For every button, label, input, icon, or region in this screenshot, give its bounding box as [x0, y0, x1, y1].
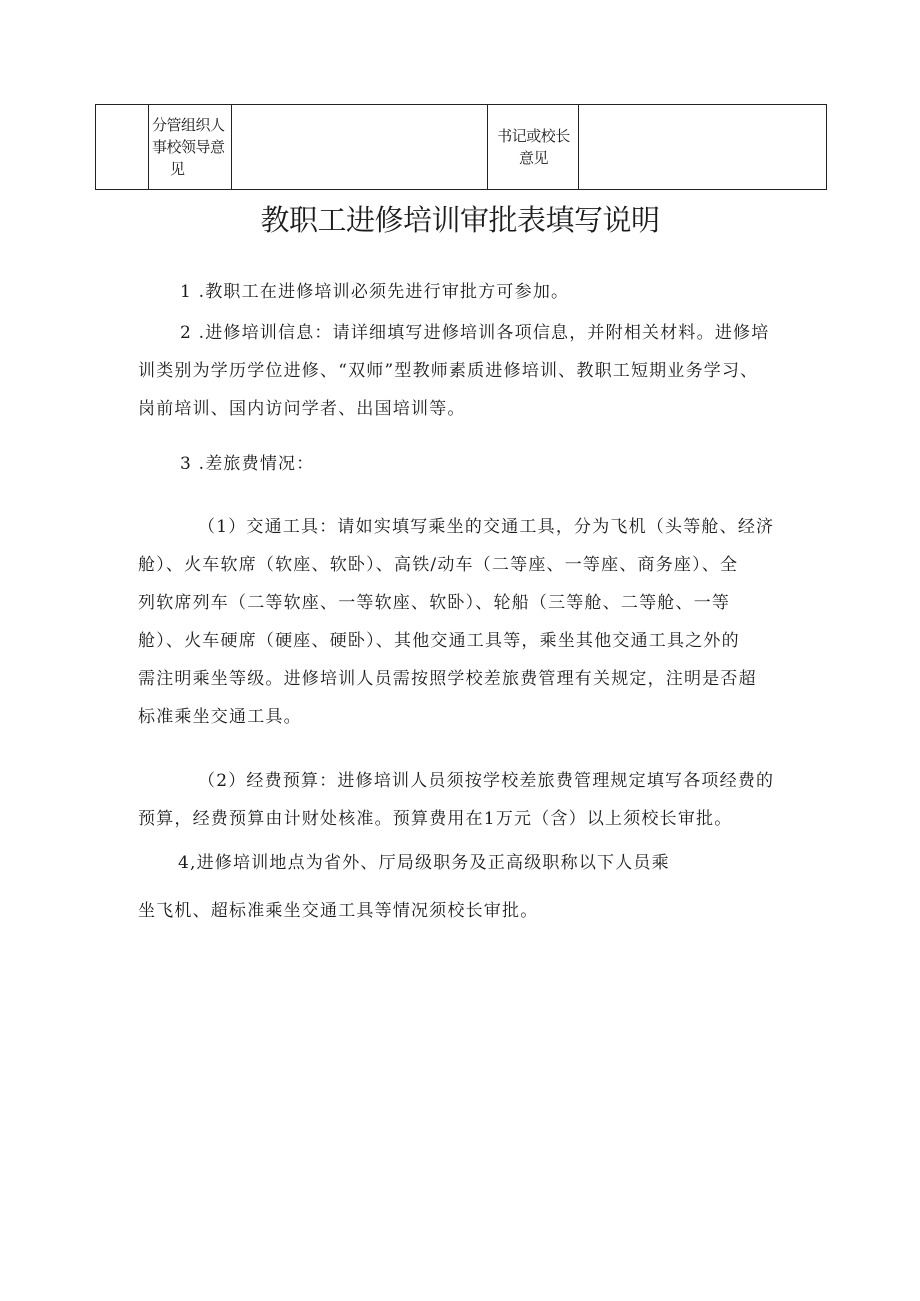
instruction-line: 列软席列车（二等软座、一等软座、软卧）、轮船（三等舱、二等舱、一等 [138, 593, 731, 613]
instruction-line: （2）经费预算：进修培训人员须按学校差旅费管理规定填写各项经费的 [198, 771, 775, 791]
principal-opinion-field[interactable] [579, 105, 827, 190]
principal-opinion-label-line: 意见 [518, 149, 548, 167]
instruction-line: 标准乘坐交通工具。 [138, 707, 302, 727]
instruction-item-2 [138, 314, 769, 428]
instruction-line: 4,进修培训地点为省外、厅局级职务及正高级职称以下人员乘 [178, 853, 670, 873]
leader-opinion-label-line: 见 [170, 160, 185, 178]
blank-cell [96, 105, 149, 190]
instruction-line: 舱）、火车软席（软座、软卧）、高铁/动车（二等座、一等座、商务座）、全 [138, 555, 739, 575]
instruction-item-3-2 [138, 762, 774, 838]
instruction-line: 需注明乘坐等级。进修培训人员需按照学校差旅费管理有关规定，注明是否超 [138, 669, 757, 689]
instruction-line: 2 .进修培训信息：请详细填写进修培训各项信息，并附相关材料。进修培 [180, 323, 770, 343]
page-title: 教职工进修培训审批表填写说明 [260, 203, 660, 237]
leader-opinion-field[interactable] [232, 105, 488, 190]
table-row [96, 105, 827, 190]
instruction-item-3: 3 .差旅费情况： [180, 454, 315, 474]
approval-opinion-table [95, 104, 827, 190]
principal-opinion-label-line: 书记或校长 [497, 127, 570, 145]
instruction-line: 预算，经费预算由计财处核准。预算费用在1万元（含）以上须校长审批。 [138, 809, 733, 829]
instruction-item-3-1 [138, 508, 774, 736]
instruction-line: 舱）、火车硬席（硬座、硬卧）、其他交通工具等，乘坐其他交通工具之外的 [138, 631, 740, 651]
instruction-line: （1）交通工具：请如实填写乘坐的交通工具，分为飞机（头等舱、经济 [198, 517, 775, 537]
instruction-item-1: 1 .教职工在进修培训必须先进行审批方可参加。 [180, 282, 570, 302]
instruction-line: 岗前培训、国内访问学者、出国培训等。 [138, 399, 466, 419]
leader-opinion-label [149, 105, 232, 190]
leader-opinion-label-line: 分管组织人 [152, 116, 225, 134]
instruction-item-4 [138, 844, 670, 930]
instruction-line: 坐飞机、超标准乘坐交通工具等情况须校长审批。 [138, 901, 539, 921]
leader-opinion-label-line: 事校领导意 [152, 138, 225, 156]
instruction-line: 训类别为学历学位进修、“双师”型教师素质进修培训、教职工短期业务学习、 [138, 361, 759, 381]
principal-opinion-label [488, 105, 579, 190]
